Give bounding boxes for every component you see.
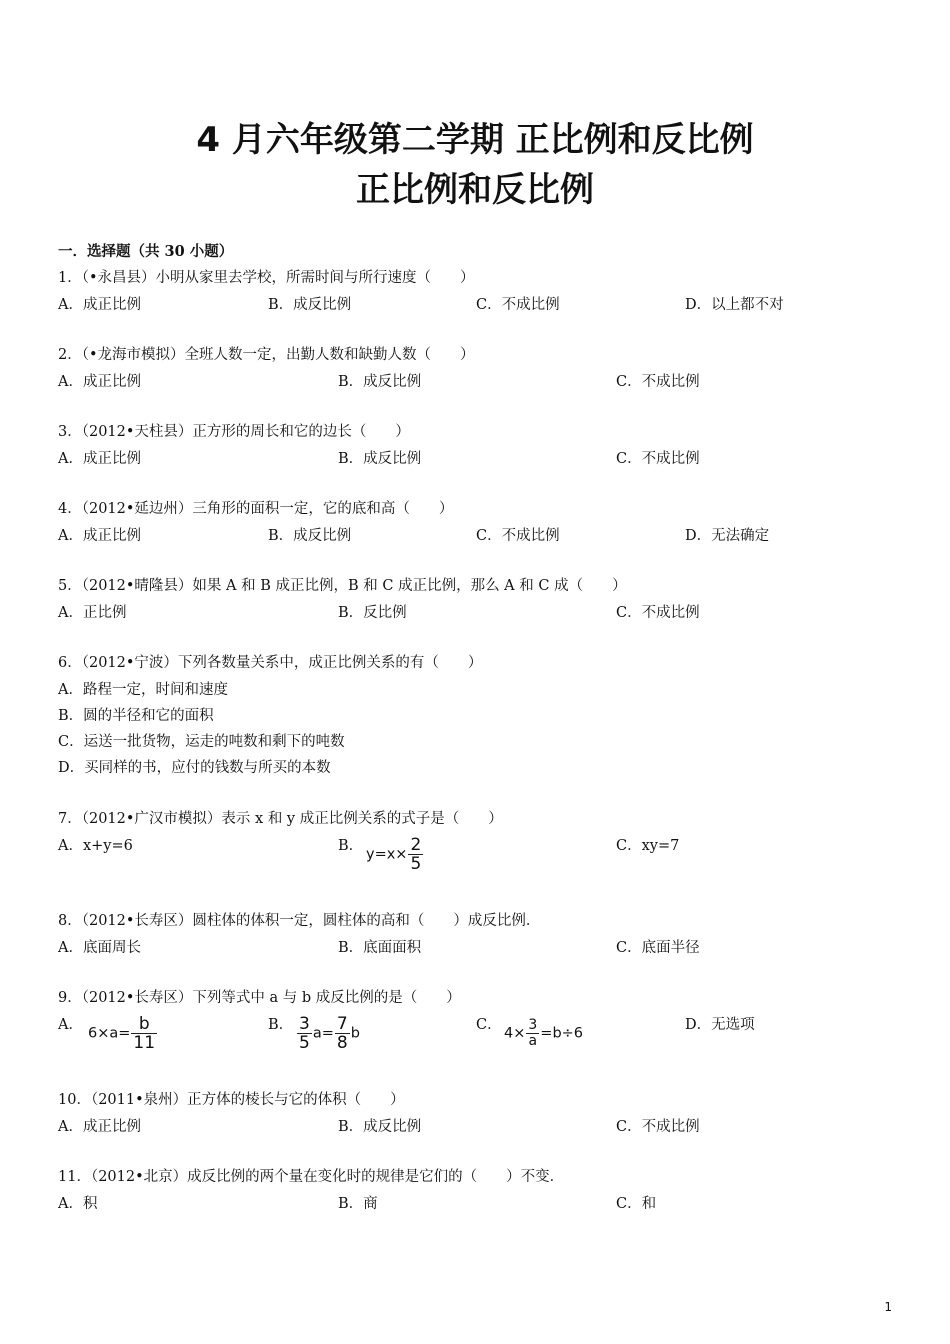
question-4: 4．（2012•延边州）三角形的面积一定，它的底和高（ ）: [58, 501, 454, 517]
q3-option-c: C．不成比例: [616, 451, 700, 467]
q9-b-middle: a=: [312, 1025, 334, 1042]
q8-option-a: A．底面周长: [58, 940, 141, 956]
q2-option-a: A．成正比例: [58, 374, 141, 390]
q11-option-a: A．积: [58, 1196, 98, 1212]
q11-option-c: C．和: [616, 1196, 657, 1212]
question-6: 6．（2012•宁波）下列各数量关系中，成正比例关系的有（ ）: [58, 655, 483, 671]
question-7: 7．（2012•广汉市模拟）表示 x 和 y 成正比例关系的式子是（ ）: [58, 811, 503, 827]
question-1: 1．（•永昌县）小明从家里去学校，所需时间与所行速度（ ）: [58, 270, 475, 286]
document-title-line-1: 4 月六年级第二学期 正比例和反比例: [196, 120, 754, 160]
q6-option-d: D．买同样的书，应付的钱数与所买的本数: [58, 760, 331, 776]
q10-option-a: A．成正比例: [58, 1119, 141, 1135]
q9-option-d: D．无选项: [685, 1017, 755, 1033]
q9-option-a-label: A．: [58, 1017, 83, 1033]
q4-option-b: B．成反比例: [268, 528, 352, 544]
q1-option-d: D．以上都不对: [685, 297, 784, 313]
document-title-line-2: 正比例和反比例: [356, 170, 594, 210]
q7-option-a: A．x+y=6: [58, 838, 133, 854]
q9-option-c-expression: [504, 1018, 583, 1049]
question-8: 8．（2012•长寿区）圆柱体的体积一定，圆柱体的高和（ ）成反比例．: [58, 913, 541, 929]
q9-option-a-expression: [88, 1015, 158, 1052]
q3-option-a: A．成正比例: [58, 451, 141, 467]
q9-a-numerator: b: [131, 1015, 157, 1034]
q7-b-fraction: [408, 836, 423, 873]
q7-b-left: y=x×: [366, 846, 408, 863]
question-9: 9．（2012•长寿区）下列等式中 a 与 b 成反比例的是（ ）: [58, 990, 461, 1006]
q9-c-denominator: a: [528, 1033, 538, 1049]
q9-b-denominator-1: 5: [299, 1033, 310, 1053]
q4-option-c: C．不成比例: [476, 528, 560, 544]
q1-option-b: B．成反比例: [268, 297, 352, 313]
q1-option-a: A．成正比例: [58, 297, 141, 313]
q9-a-denominator: 11: [133, 1033, 156, 1053]
q9-b-right: b: [350, 1025, 360, 1042]
q9-a-left: 6×a=: [88, 1025, 131, 1042]
q9-c-left: 4×: [504, 1025, 526, 1042]
q10-option-b: B．成反比例: [338, 1119, 422, 1135]
q9-b-numerator-2: 7: [336, 1014, 348, 1034]
q6-option-b: B．圆的半径和它的面积: [58, 708, 214, 724]
q9-a-fraction: [131, 1015, 157, 1052]
q7-option-b-label: B．: [338, 838, 364, 854]
q9-option-b-expression: [296, 1015, 360, 1052]
q3-option-b: B．成反比例: [338, 451, 422, 467]
q9-c-fraction: [526, 1018, 539, 1049]
question-10: 10．（2011•泉州）正方体的棱长与它的体积（ ）: [58, 1092, 405, 1108]
q1-option-c: C．不成比例: [476, 297, 560, 313]
q2-option-b: B．成反比例: [338, 374, 422, 390]
question-2: 2．（•龙海市模拟）全班人数一定，出勤人数和缺勤人数（ ）: [58, 347, 475, 363]
question-11: 11．（2012•北京）成反比例的两个量在变化时的规律是它们的（ ）不变．: [58, 1169, 565, 1185]
q4-option-a: A．成正比例: [58, 528, 141, 544]
q7-b-numerator: 2: [410, 835, 422, 855]
question-3: 3．（2012•天柱县）正方形的周长和它的边长（ ）: [58, 424, 410, 440]
q7-b-denominator: 5: [410, 854, 422, 874]
q9-b-fraction-2: [335, 1015, 350, 1052]
section-heading: 一．选择题（共 30 小题）: [58, 243, 234, 260]
q9-c-numerator: 3: [528, 1017, 538, 1033]
q11-option-b: B．商: [338, 1196, 378, 1212]
q9-b-fraction-1: [297, 1015, 312, 1052]
q9-b-denominator-2: 8: [336, 1033, 348, 1053]
page-number: 1: [884, 1300, 892, 1314]
q5-option-c: C．不成比例: [616, 605, 700, 621]
q9-option-c-label: C．: [476, 1017, 502, 1033]
q9-option-b-label: B．: [268, 1017, 294, 1033]
q2-option-c: C．不成比例: [616, 374, 700, 390]
q7-option-b-expression: [366, 836, 424, 873]
question-5: 5．（2012•晴隆县）如果 A 和 B 成正比例，B 和 C 成正比例，那么 A 和 C 成（ ）: [58, 578, 627, 594]
q5-option-a: A．正比例: [58, 605, 127, 621]
q9-c-right: =b÷6: [540, 1025, 584, 1042]
q8-option-c: C．底面半径: [616, 940, 700, 956]
q5-option-b: B．反比例: [338, 605, 407, 621]
q8-option-b: B．底面面积: [338, 940, 422, 956]
q7-option-c: C．xy=7: [616, 838, 680, 854]
q4-option-d: D．无法确定: [685, 528, 770, 544]
q9-b-numerator-1: 3: [299, 1014, 310, 1034]
q6-option-a: A．路程一定，时间和速度: [58, 682, 228, 698]
q6-option-c: C．运送一批货物，运走的吨数和剩下的吨数: [58, 734, 345, 750]
q10-option-c: C．不成比例: [616, 1119, 700, 1135]
